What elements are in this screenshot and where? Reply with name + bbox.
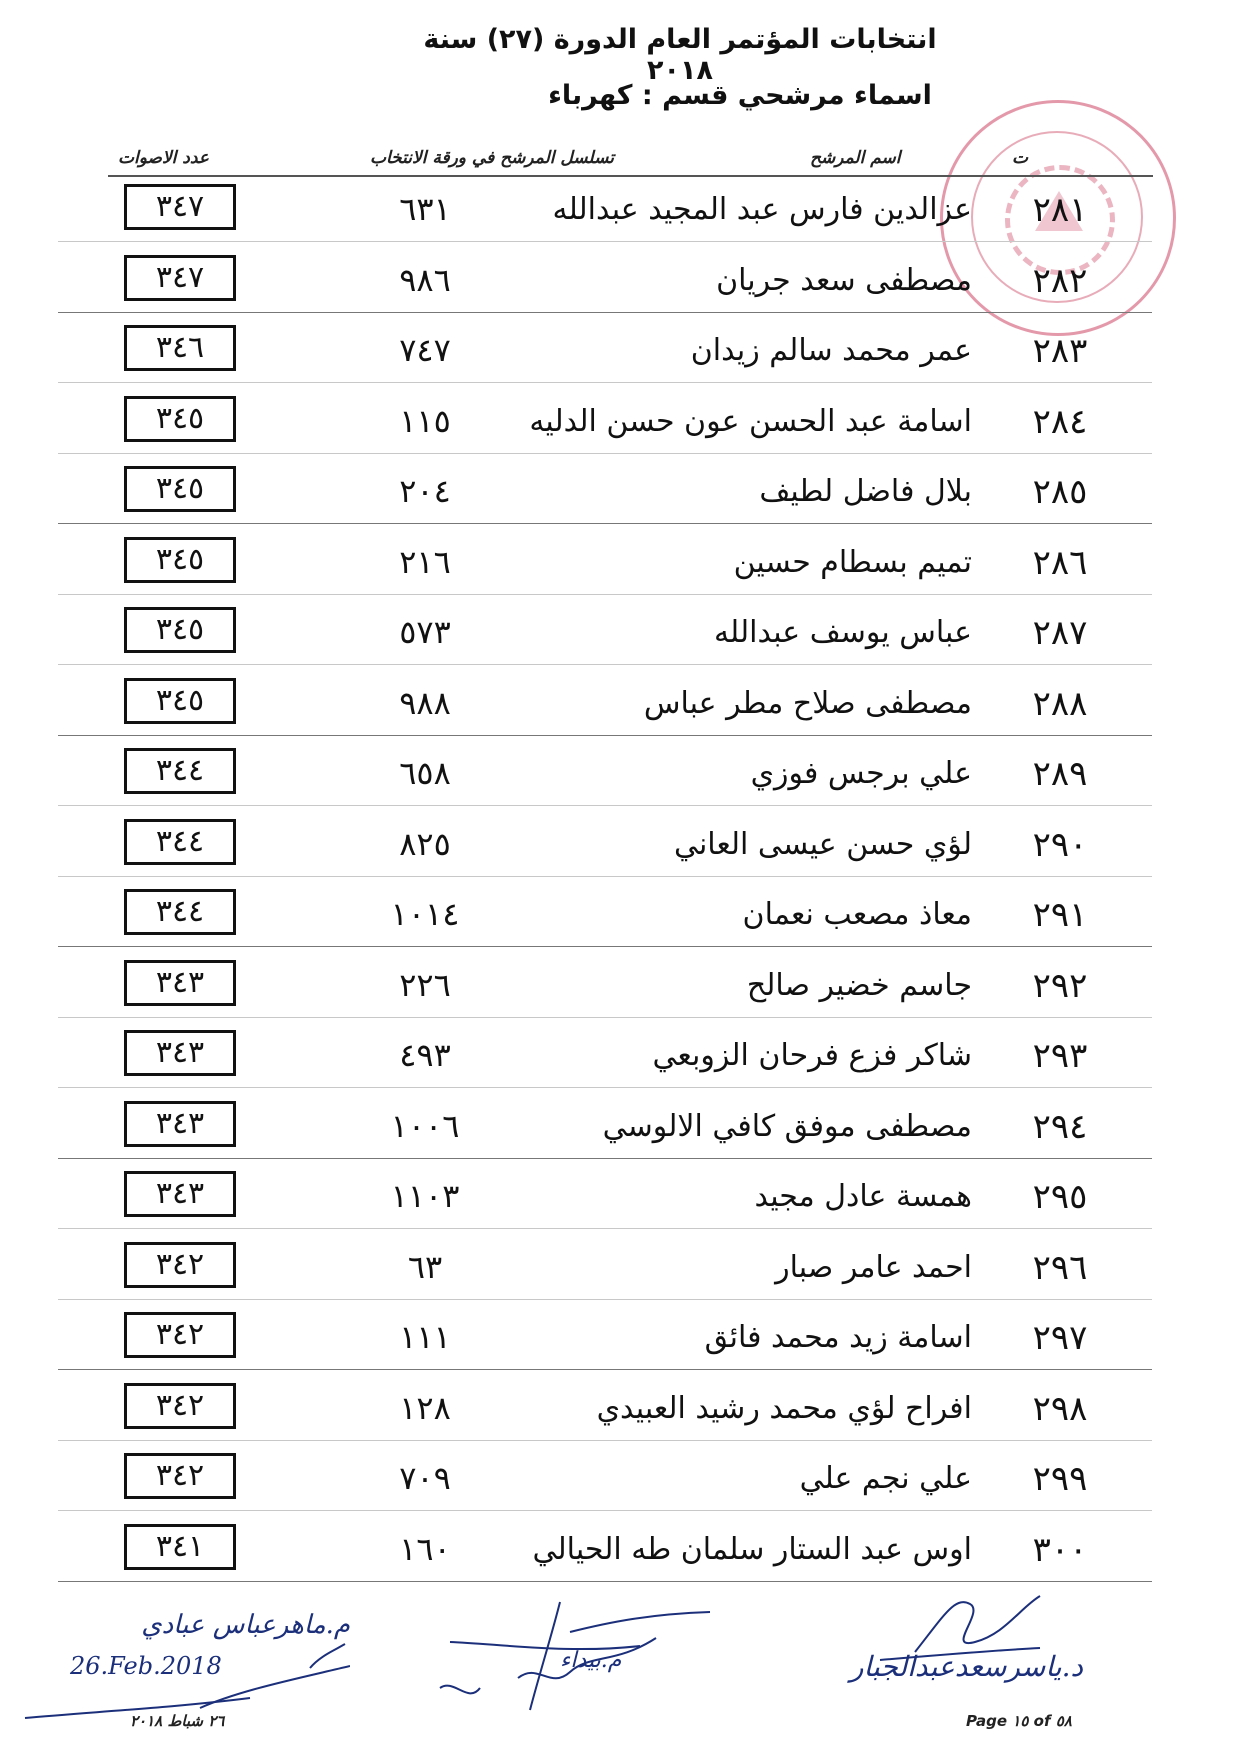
candidate-ballot-serial: ٦٣١ [399,190,451,228]
signature-middle-name: م.بيداء [560,1648,622,1673]
footer-date: ٢٦ شباط ٢٠١٨ [130,1712,225,1730]
candidate-votes-box: ٣٤٧ [124,255,236,301]
candidate-votes-box: ٣٤٢ [124,1312,236,1358]
candidate-seq: ٢٩١ [1032,895,1088,935]
election-title: انتخابات المؤتمر العام الدورة (٢٧) سنة ٢٠١٨ [423,24,937,86]
candidate-name: افراح لؤي محمد رشيد العبيدي [596,1390,972,1426]
candidate-row [0,535,1240,605]
row-divider [58,664,1152,665]
candidate-seq: ٢٩٤ [1032,1106,1088,1147]
candidate-name: بلال فاضل لطيف [759,474,972,509]
row-divider [58,1228,1152,1229]
candidate-votes-box: ٣٤٥ [124,466,236,512]
candidate-seq: ٢٨٢ [1032,260,1088,301]
candidate-ballot-serial: ٦٣ [407,1247,443,1286]
candidate-seq: ٢٨٧ [1032,613,1088,653]
candidate-seq: ٢٨٤ [1032,401,1088,442]
candidate-row [0,394,1240,464]
candidate-seq: ٢٨١ [1032,190,1088,230]
row-divider [58,312,1152,313]
candidate-votes-box: ٣٤٤ [124,889,236,935]
candidate-ballot-serial: ١١١ [399,1318,451,1356]
candidate-name: اسامة زيد محمد فائق [704,1320,972,1355]
candidate-ballot-serial: ١١٠٣ [390,1177,460,1215]
candidate-name: معاذ مصعب نعمان [742,897,972,932]
candidate-ballot-serial: ١١٥ [399,401,451,440]
header-votes: عدد الاصوات [118,148,209,168]
candidate-votes-box: ٣٤٤ [124,748,236,794]
candidate-row [0,323,1240,393]
candidate-votes-box: ٣٤٥ [124,396,236,442]
row-divider [58,735,1152,736]
candidate-name: مصطفى سعد جريان [716,262,972,298]
candidate-row [0,605,1240,675]
table-header [0,138,1240,178]
row-divider [58,1510,1152,1511]
row-divider [58,594,1152,595]
candidate-votes-box: ٣٤٣ [124,1030,236,1076]
row-divider [58,382,1152,383]
candidate-seq: ٣٠٠ [1032,1529,1088,1570]
row-divider [58,1158,1152,1159]
header-name: اسم المرشح [810,148,901,168]
candidate-name: شاكر فزع فرحان الزوبعي [652,1038,972,1073]
signature-left-name: م.ماهرعباس عبادي [141,1610,350,1640]
row-divider [58,241,1152,242]
row-divider [58,1581,1152,1582]
candidate-votes-box: ٣٤٧ [124,184,236,230]
row-divider [58,946,1152,947]
candidate-seq: ٢٩٢ [1032,965,1088,1006]
candidate-row [0,464,1240,534]
candidate-row [0,1028,1240,1098]
candidate-name: علي نجم علي [799,1461,972,1496]
row-divider [58,876,1152,877]
candidate-seq: ٢٩٣ [1032,1036,1088,1076]
candidate-seq: ٢٩٨ [1032,1388,1088,1429]
candidate-name: مصطفى موفق كافي الالوسي [602,1108,972,1144]
candidate-row [0,746,1240,816]
candidate-seq: ٢٨٥ [1032,472,1088,512]
candidate-votes-box: ٣٤٣ [124,1171,236,1217]
candidate-votes-box: ٣٤٥ [124,607,236,653]
candidate-votes-box: ٣٤١ [124,1524,236,1570]
candidate-seq: ٢٩٩ [1032,1459,1088,1499]
candidate-votes-box: ٣٤٦ [124,325,236,371]
row-divider [58,1017,1152,1018]
candidate-ballot-serial: ٢٢٦ [399,965,451,1004]
candidate-ballot-serial: ٦٥٨ [399,754,451,792]
candidate-ballot-serial: ٧٤٧ [399,331,451,369]
candidate-name: جاسم خضير صالح [746,967,972,1003]
candidate-votes-box: ٣٤٣ [124,1101,236,1147]
candidate-name: اوس عبد الستار سلمان طه الحيالي [532,1531,972,1567]
candidate-ballot-serial: ٩٨٦ [399,260,451,299]
candidate-ballot-serial: ٢١٦ [399,542,451,581]
candidate-name: همسة عادل مجيد [754,1179,972,1214]
department-title: اسماء مرشحي قسم : كهرباء [548,80,932,111]
candidate-name: مصطفى صلاح مطر عباس [643,685,972,721]
candidate-ballot-serial: ١٠٠٦ [390,1106,460,1145]
candidate-votes-box: ٣٤٤ [124,819,236,865]
candidate-ballot-serial: ١٦٠ [399,1529,451,1568]
header-serial: تسلسل المرشح في ورقة الانتخاب [370,148,614,168]
candidate-row [0,1099,1240,1169]
row-divider [58,1087,1152,1088]
candidate-ballot-serial: ٥٧٣ [399,613,451,651]
header-divider [108,175,1153,177]
candidate-ballot-serial: ٧٠٩ [399,1459,451,1497]
candidate-seq: ٢٨٦ [1032,542,1088,583]
candidate-row [0,887,1240,957]
header-seq: ت [1012,148,1029,168]
candidate-row [0,182,1240,252]
candidate-ballot-serial: ٨٢٥ [399,824,451,863]
row-divider [58,805,1152,806]
signature-right-name: د.ياسرسعدعبدالجبار [850,1650,1084,1683]
row-divider [58,1299,1152,1300]
candidate-votes-box: ٣٤٥ [124,537,236,583]
candidate-seq: ٢٩٥ [1032,1177,1088,1217]
candidate-row [0,676,1240,746]
candidate-seq: ٢٩٧ [1032,1318,1088,1358]
candidate-seq: ٢٨٩ [1032,754,1088,794]
candidate-ballot-serial: ٩٨٨ [399,683,451,722]
candidate-votes-box: ٣٤٢ [124,1383,236,1429]
candidate-ballot-serial: ٢٠٤ [399,472,451,510]
candidate-name: علي برجس فوزي [750,756,972,791]
candidate-ballot-serial: ١٠١٤ [390,895,460,933]
candidate-name: عزالدين فارس عبد المجيد عبدالله [552,192,972,227]
candidate-seq: ٢٨٨ [1032,683,1088,724]
row-divider [58,1369,1152,1370]
candidate-row [0,1522,1240,1592]
candidate-votes-box: ٣٤٢ [124,1242,236,1288]
candidate-seq: ٢٩٦ [1032,1247,1088,1288]
candidate-row [0,817,1240,887]
row-divider [58,453,1152,454]
footer-page-number: Page ١٥ of ٥٨ [966,1712,1072,1730]
candidate-row [0,1310,1240,1380]
candidate-row [0,1381,1240,1451]
candidate-ballot-serial: ١٢٨ [399,1388,451,1427]
candidate-row [0,958,1240,1028]
candidate-row [0,1169,1240,1239]
candidate-row [0,253,1240,323]
candidate-row [0,1451,1240,1521]
candidate-votes-box: ٣٤٥ [124,678,236,724]
candidate-name: تميم بسطام حسين [733,544,972,580]
row-divider [58,1440,1152,1441]
candidate-name: احمد عامر صبار [775,1249,972,1285]
candidate-name: لؤي حسن عيسى العاني [673,826,972,862]
candidate-name: اسامة عبد الحسن عون حسن الدليه [529,403,972,439]
candidate-name: عمر محمد سالم زيدان [690,333,972,368]
candidate-name: عباس يوسف عبدالله [713,615,972,650]
candidate-votes-box: ٣٤٢ [124,1453,236,1499]
candidate-votes-box: ٣٤٣ [124,960,236,1006]
candidate-row [0,1240,1240,1310]
candidate-seq: ٢٩٠ [1032,824,1088,865]
candidate-seq: ٢٨٣ [1032,331,1088,371]
candidate-ballot-serial: ٤٩٣ [399,1036,451,1074]
signature-left-date: 26.Feb.2018 [70,1652,222,1680]
row-divider [58,523,1152,524]
